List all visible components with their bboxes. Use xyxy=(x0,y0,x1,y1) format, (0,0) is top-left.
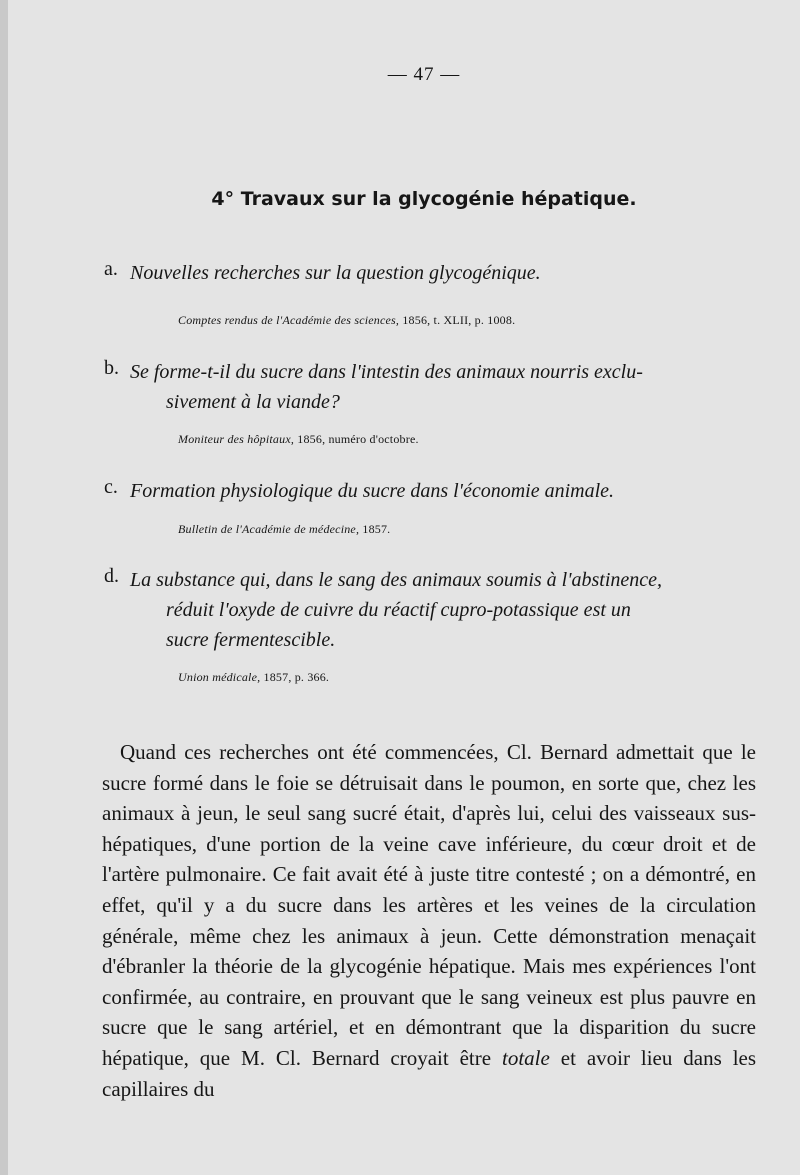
entry-title xyxy=(130,476,760,506)
paragraph xyxy=(102,737,756,1104)
entry-title xyxy=(130,357,760,417)
entry-source-journal: Union médicale, xyxy=(178,670,261,684)
entry-source xyxy=(178,670,329,685)
page-number: — 47 — xyxy=(387,64,461,85)
entry-title xyxy=(130,258,760,288)
entry-source-journal: Moniteur des hôpitaux, xyxy=(178,432,295,446)
entry-source-journal: Bulletin de l'Académie de médecine, xyxy=(178,522,360,536)
entry-source xyxy=(178,313,515,328)
section-title: 4° Travaux sur la glycogénie hépatique. xyxy=(211,188,637,210)
entry-source-reference: 1856, numéro d'octobre. xyxy=(297,432,419,446)
entry-title-line: Se forme-t-il du sucre dans l'intestin des animaux nourris exclu- xyxy=(130,361,643,383)
entry-title-line: réduit l'oxyde de cuivre du réactif cupro-potassique est un xyxy=(166,599,631,621)
entry-title-line: La substance qui, dans le sang des animaux soumis à l'abstinence, xyxy=(130,569,663,591)
entry-letter: b. xyxy=(104,357,119,379)
entry-title-line: sivement à la viande? xyxy=(166,391,340,413)
entry-letter: d. xyxy=(104,565,119,587)
entry-letter: a. xyxy=(104,258,118,280)
entry-source-reference: 1857, p. 366. xyxy=(263,670,330,684)
entry-title xyxy=(130,565,760,655)
entry-source-reference: 1856, t. XLII, p. 1008. xyxy=(402,313,516,327)
entry-source xyxy=(178,522,390,537)
entry-source-reference: 1857. xyxy=(362,522,391,536)
page-binding-edge xyxy=(0,0,8,1175)
paragraph-text: Quand ces recherches ont été commencées, Cl. Bernard admettait que le sucre formé dans le foie se détruisait dans le poumon, en sorte que, chez les animaux à jeun, le seul sang sucré était, d'après lui, celui des vaisseaux sus-hépatiques, d'une portion de la veine cave inférieure, du cœur droit et de l'artère pulmonaire. Ce fait avait été à juste titre contesté ; on a démontré, en effet, qu'il y a du sucre dans les artères et les veines de la circulation générale, même chez les animaux à jeun. Cette démonstration menaçait d'ébranler la théorie de la glycogénie hépatique. Mais mes expériences l'ont confirmée, au contraire, en prouvant que le sang veineux est plus pauvre en sucre que le sang artériel, et en démontrant que la disparition du sucre hépatique, que M. Cl. Bernard croyait être xyxy=(102,740,756,1070)
paragraph-text-end: et avoir lieu dans les capillaires du xyxy=(102,1045,757,1101)
entry-source-journal: Comptes rendus de l'Académie des sciences, xyxy=(178,313,400,327)
entry-title-line: Nouvelles recherches sur la question glycogénique. xyxy=(130,262,541,284)
emphasized-word: totale xyxy=(502,1045,550,1070)
entry-source xyxy=(178,432,419,447)
entry-title-line: sucre fermentescible. xyxy=(166,629,336,651)
body-paragraph xyxy=(102,737,756,1104)
entry-letter: c. xyxy=(104,476,118,498)
entry-title-line: Formation physiologique du sucre dans l'économie animale. xyxy=(130,480,615,502)
